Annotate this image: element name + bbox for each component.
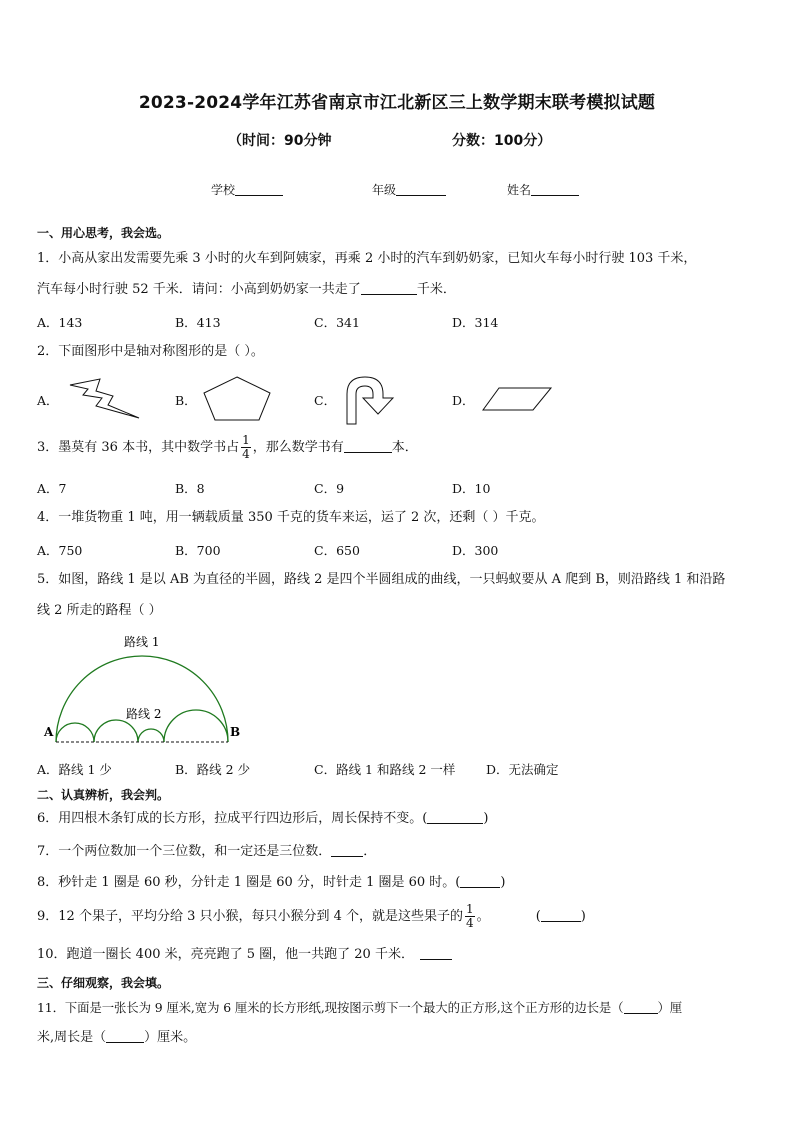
- q2-option-b[interactable]: B．: [175, 393, 197, 408]
- q10-blank[interactable]: [420, 947, 452, 960]
- q3-option-b[interactable]: B．8: [175, 481, 205, 496]
- q7-statement: 7．一个两位数加一个三位数，和一定还是三位数．: [37, 844, 332, 859]
- q1-line2-text: 汽车每小时行驶 52 千米．请问：小高到奶奶家一共走了: [37, 282, 361, 297]
- q11-unit-1: ）厘: [657, 1000, 683, 1015]
- q6-close: ): [483, 811, 489, 826]
- q4-text: 4．一堆货物重 1 吨，用一辆载质量 350 千克的货车来运，运了 2 次，还剩（ ）千克。: [37, 510, 545, 525]
- q1-option-b[interactable]: B．413: [175, 315, 221, 330]
- q4-option-c[interactable]: C．650: [314, 543, 360, 558]
- route-2-arc-3: [138, 729, 164, 742]
- q3-fraction-numerator: 1: [242, 433, 250, 447]
- q10-text: [37, 947, 452, 963]
- exam-score: 分数：100分）: [452, 133, 552, 149]
- q11-statement: 11．下面是一张长为 9 厘米,宽为 6 厘米的长方形纸,现按图示剪下一个最大的正方形,这个正方形的边长是（: [37, 1000, 624, 1015]
- q9-blank[interactable]: [541, 909, 581, 922]
- lightning-shape-icon: [66, 378, 142, 420]
- pentagon-shape-icon: [201, 375, 273, 423]
- point-b-label: B: [230, 725, 241, 739]
- q11-blank-perimeter[interactable]: [106, 1030, 144, 1043]
- q5-line1: 5．如图，路线 1 是以 AB 为直径的半圆，路线 2 是四个半圆组成的曲线，一只蚂蚁要从 A 爬到 B，则沿路线 1 和沿路: [37, 572, 726, 587]
- section-2-heading: 二、认真辨析，我会判。: [37, 788, 170, 802]
- q9-fraction-numerator: 1: [466, 902, 474, 916]
- q1-line2: [37, 282, 456, 298]
- q1-option-a[interactable]: A．143: [37, 315, 83, 330]
- q6-statement: 6．用四根木条钉成的长方形，拉成平行四边形后，周长保持不变。(: [37, 811, 428, 826]
- q8-text: [37, 875, 505, 891]
- q9-fraction-denominator: 4: [466, 916, 474, 930]
- q3-text: [37, 434, 418, 461]
- q4-option-d[interactable]: D．300: [452, 543, 499, 558]
- q6-blank[interactable]: [427, 811, 483, 824]
- q3-post: ，那么数学书有: [252, 440, 344, 455]
- q1-option-d[interactable]: D．314: [452, 315, 499, 330]
- route-2-label: 路线 2: [126, 707, 162, 721]
- section-1-heading: 一、用心思考，我会选。: [37, 226, 170, 240]
- q3-pre: 3．墨莫有 36 本书，其中数学书占: [37, 440, 240, 455]
- q11-line2-text: 米,周长是（: [37, 1030, 107, 1045]
- q5-option-a[interactable]: A．路线 1 少: [37, 762, 112, 777]
- q1-line1: 1．小高从家出发需要先乘 3 小时的火车到阿姨家，再乘 2 小时的汽车到奶奶家，已知火车每小时行驶 103 千米，: [37, 251, 697, 266]
- parallelogram-shape-icon: [481, 386, 553, 412]
- q4-option-a[interactable]: A．750: [37, 543, 83, 558]
- q3-option-a[interactable]: A．7: [37, 481, 67, 496]
- q11-unit-2: ）厘米。: [144, 1030, 197, 1045]
- q1-option-c[interactable]: C．341: [314, 315, 360, 330]
- q3-fraction: [241, 434, 251, 461]
- route-1-label: 路线 1: [124, 635, 160, 649]
- route-2-arc-4: [164, 710, 228, 742]
- name-field[interactable]: [507, 181, 579, 198]
- q5-option-c[interactable]: C．路线 1 和路线 2 一样: [314, 762, 456, 777]
- page-title: 2023-2024学年江苏省南京市江北新区三上数学期末联考模拟试题: [138, 93, 656, 113]
- q11-line1: [37, 1000, 682, 1016]
- school-field[interactable]: [211, 181, 283, 198]
- q2-option-a[interactable]: A．: [37, 393, 59, 408]
- q8-statement: 8．秒针走 1 圈是 60 秒，分针走 1 圈是 60 分，时针走 1 圈是 60 时。(: [37, 875, 461, 890]
- q9-fraction: [465, 903, 475, 930]
- q4-option-b[interactable]: B．700: [175, 543, 221, 558]
- q11-line2: [37, 1030, 196, 1046]
- q1-blank[interactable]: [361, 282, 417, 295]
- q5-option-d[interactable]: D．无法确定: [486, 762, 559, 777]
- q1-unit: 千米．: [416, 282, 456, 297]
- q3-option-d[interactable]: D．10: [452, 481, 491, 496]
- route-1-arc: [56, 656, 228, 742]
- q9-close: ): [580, 909, 586, 924]
- q2-option-d[interactable]: D．: [452, 393, 475, 408]
- q9-statement: 9．12 个果子，平均分给 3 只小猴，每只小猴分到 4 个，就是这些果子的: [37, 909, 464, 924]
- q3-blank[interactable]: [344, 440, 392, 453]
- q5-line2: 线 2 所走的路程（ ）: [37, 603, 162, 618]
- route-diagram: [40, 630, 250, 750]
- q7-end: ．: [363, 844, 377, 859]
- q10-statement: 10．跑道一圈长 400 米，亮亮跑了 5 圈，他一共跑了 20 千米．: [37, 947, 414, 962]
- grade-label: 年级: [372, 183, 397, 197]
- q7-text: [37, 844, 376, 860]
- q9-post: 。: [476, 909, 490, 924]
- school-label: 学校: [211, 183, 236, 197]
- q2-option-c[interactable]: C．: [314, 393, 337, 408]
- section-3-heading: 三、仔细观察，我会填。: [37, 976, 170, 990]
- point-a-label: A: [44, 725, 54, 739]
- q3-fraction-denominator: 4: [242, 447, 250, 461]
- q9-text: [37, 903, 586, 930]
- q11-blank-side[interactable]: [624, 1001, 658, 1014]
- route-2-arc-1: [56, 723, 94, 742]
- q7-blank[interactable]: [331, 844, 363, 857]
- exam-time: （时间：90分钟: [228, 133, 332, 149]
- q8-close: ): [500, 875, 506, 890]
- q5-option-b[interactable]: B．路线 2 少: [175, 762, 251, 777]
- route-2-arc-2: [94, 720, 138, 742]
- q3-unit: 本．: [391, 440, 418, 455]
- name-label: 姓名: [507, 183, 532, 197]
- grade-field[interactable]: [372, 181, 446, 198]
- q8-blank[interactable]: [460, 875, 500, 888]
- q9-open: (: [535, 909, 541, 924]
- q2-text: 2．下面图形中是轴对称图形的是（ ）。: [37, 344, 264, 359]
- u-turn-arrow-shape-icon: [343, 374, 399, 426]
- q6-text: [37, 811, 488, 827]
- q3-option-c[interactable]: C．9: [314, 481, 345, 496]
